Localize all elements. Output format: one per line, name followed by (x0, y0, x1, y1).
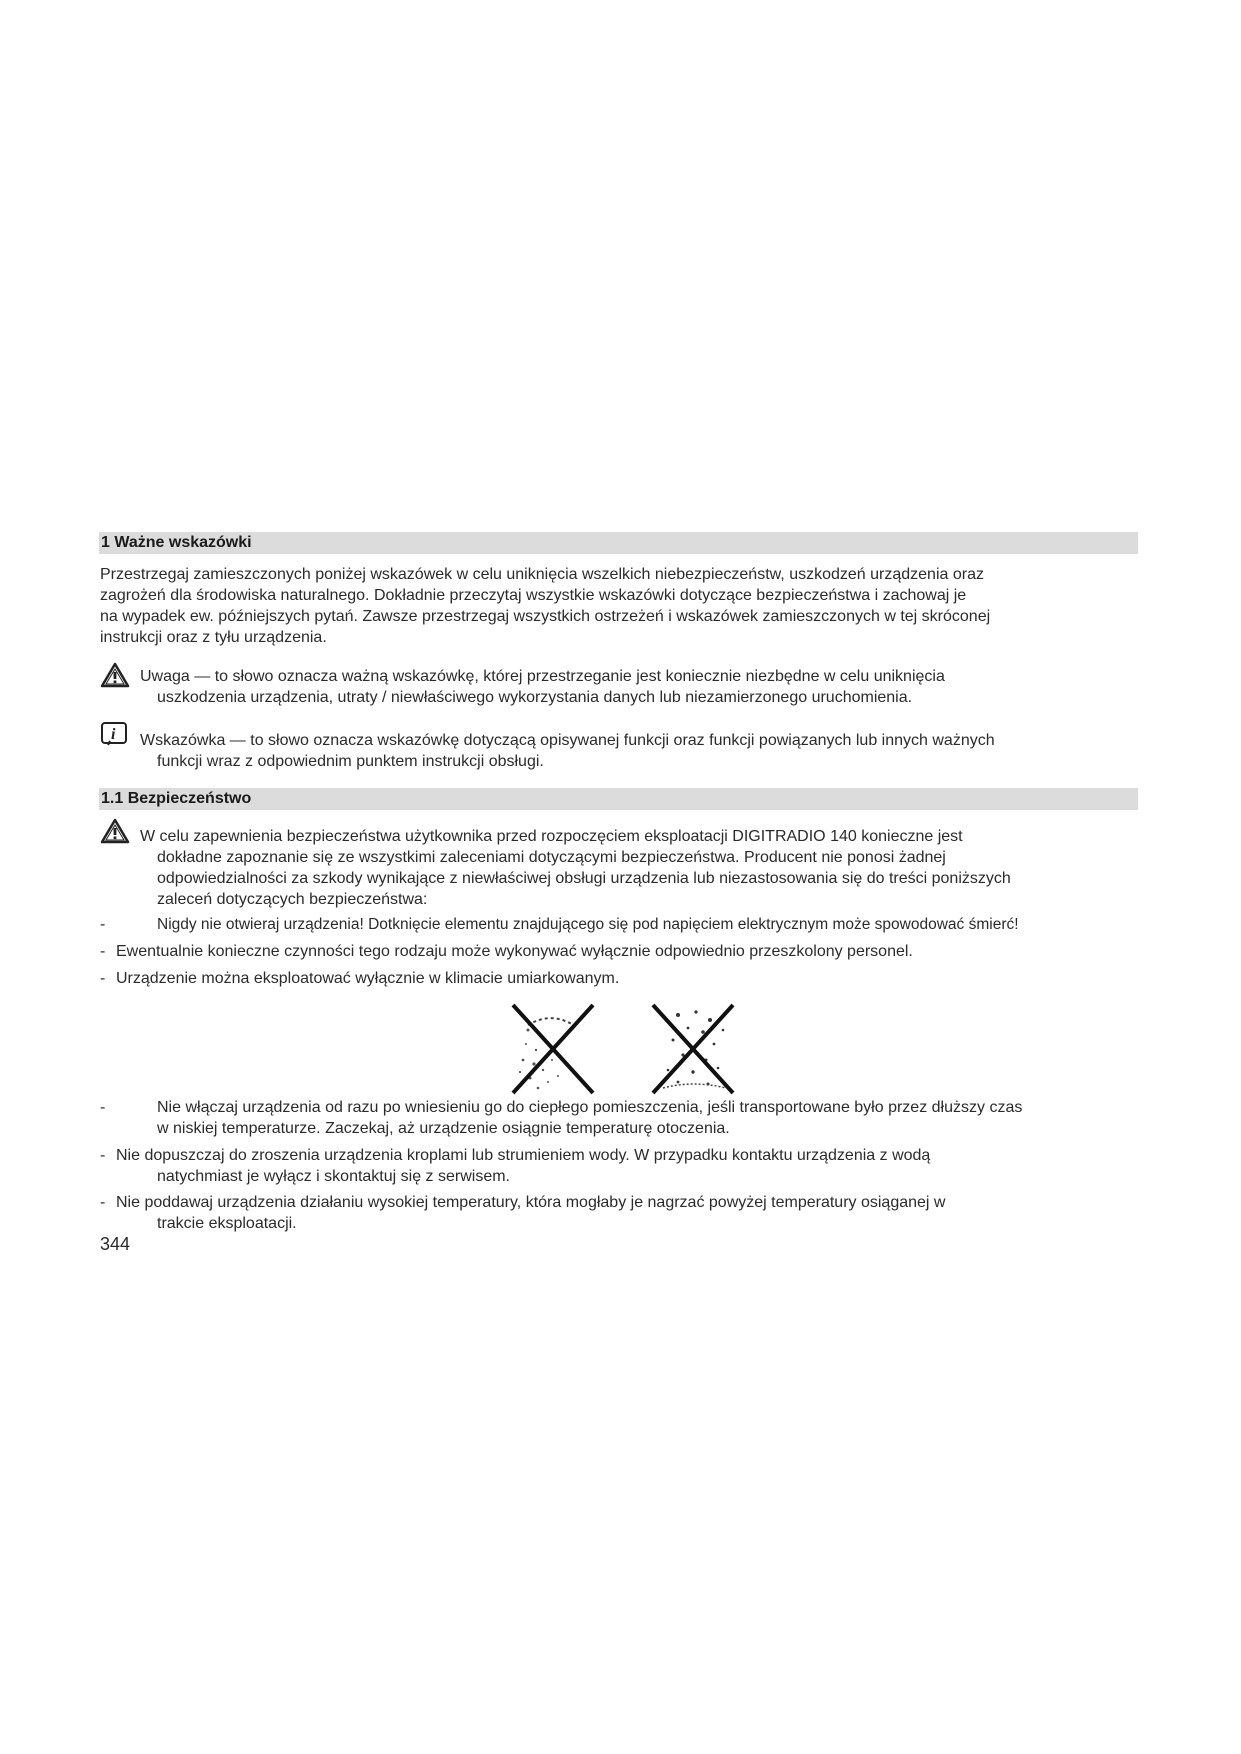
page-number: 344 (100, 1234, 131, 1254)
warning-triangle-icon (100, 662, 130, 688)
no-tropical-climate-icon (508, 1000, 598, 1098)
warning-note-line2: uszkodzenia urządzenia, utraty / niewłaściwego wykorzystania danych lub niezamierzonego uruchomienia. (157, 689, 913, 706)
bullet-text-cont: w niskiej temperaturze. Zaczekaj, aż urządzenie osiągnie temperaturę otoczenia. (157, 1120, 730, 1137)
intro-line: zagrożeń dla środowiska naturalnego. Dokładnie przeczytaj wszystkie wskazówki dotyczące bezpieczeństwa i zachowaj je (100, 587, 967, 604)
bullet-text: Urządzenie można eksploatować wyłącznie w klimacie umiarkowanym. (116, 970, 620, 987)
warning-triangle-icon (100, 818, 130, 844)
safety-warning (100, 826, 1140, 910)
intro-paragraph (100, 564, 1140, 648)
intro-line: instrukcji oraz z tyłu urządzenia. (100, 629, 327, 646)
safety-warning-line4: zaleceń dotyczących bezpieczeństwa: (157, 891, 428, 908)
bullet-dash: - (100, 1099, 106, 1116)
svg-text:i: i (111, 726, 116, 743)
bullet-text: Nigdy nie otwieraj urządzenia! Dotknięcie elementu znajdującego się pod napięciem elektrycznym może spowodować śmierć! (157, 916, 1019, 933)
bullet-dash: - (100, 1194, 106, 1211)
intro-line: Przestrzegaj zamieszczonych poniżej wskazówek w celu uniknięcia wszelkich niebezpieczeństw, uszkodzeń urządzenia oraz (100, 566, 984, 583)
bullet-text-cont: natychmiast je wyłącz i skontaktuj się z serwisem. (157, 1168, 510, 1185)
bullet-text-cont: trakcie eksploatacji. (157, 1215, 297, 1232)
section-heading-important-notes: 1 Ważne wskazówki (99, 532, 1138, 554)
bullet-dash: - (100, 970, 106, 987)
bullet-dash: - (100, 916, 106, 933)
bullet-text: Nie dopuszczaj do zroszenia urządzenia kroplami lub strumieniem wody. W przypadku kontaktu urządzenia z wodą (116, 1147, 931, 1164)
bullet-text: Nie włączaj urządzenia od razu po wniesieniu go do ciepłego pomieszczenia, jeśli transportowane było przez dłuższy czas (157, 1099, 1023, 1116)
intro-line: na wypadek ew. późniejszych pytań. Zawsze przestrzegaj wszystkich ostrzeżeń i wskazówek zamieszczonych w tej skróconej (100, 608, 991, 625)
warning-note (100, 666, 1140, 708)
bullet-dash: - (100, 1147, 106, 1164)
no-humid-climate-icon (648, 1000, 738, 1098)
climate-pictograms (508, 1000, 738, 1100)
safety-warning-line2: dokładne zapoznanie się ze wszystkimi zaleceniami dotyczącymi bezpieczeństwa. Producent nie ponosi żadnej (157, 849, 946, 866)
section-heading-safety: 1.1 Bezpieczeństwo (99, 788, 1138, 810)
safety-warning-line1: W celu zapewnienia bezpieczeństwa użytkownika przed rozpoczęciem eksploatacji DIGITRADIO 140 konieczne jest (140, 828, 963, 845)
info-icon (100, 720, 130, 748)
info-note (100, 726, 1140, 772)
safety-warning-line3: odpowiedzialności za szkody wynikające z niewłaściwej obsługi urządzenia lub niezastosowania się do treści poniższych (157, 870, 1011, 887)
info-note-line1: Wskazówka — to słowo oznacza wskazówkę dotyczącą opisywanej funkcji oraz funkcji powiązanych lub innych ważnych (140, 732, 995, 749)
bullet-dash: - (100, 943, 106, 960)
bullet-text: Ewentualnie konieczne czynności tego rodzaju może wykonywać wyłącznie odpowiednio przeszkolony personel. (116, 943, 913, 960)
warning-note-line1: Uwaga — to słowo oznacza ważną wskazówkę, której przestrzeganie jest koniecznie niezbędne w celu uniknięcia (140, 668, 945, 685)
info-note-line2: funkcji wraz z odpowiednim punktem instrukcji obsługi. (157, 753, 544, 770)
bullet-text: Nie poddawaj urządzenia działaniu wysokiej temperatury, która mogłaby je nagrzać powyżej temperatury osiąganej w (116, 1194, 946, 1211)
